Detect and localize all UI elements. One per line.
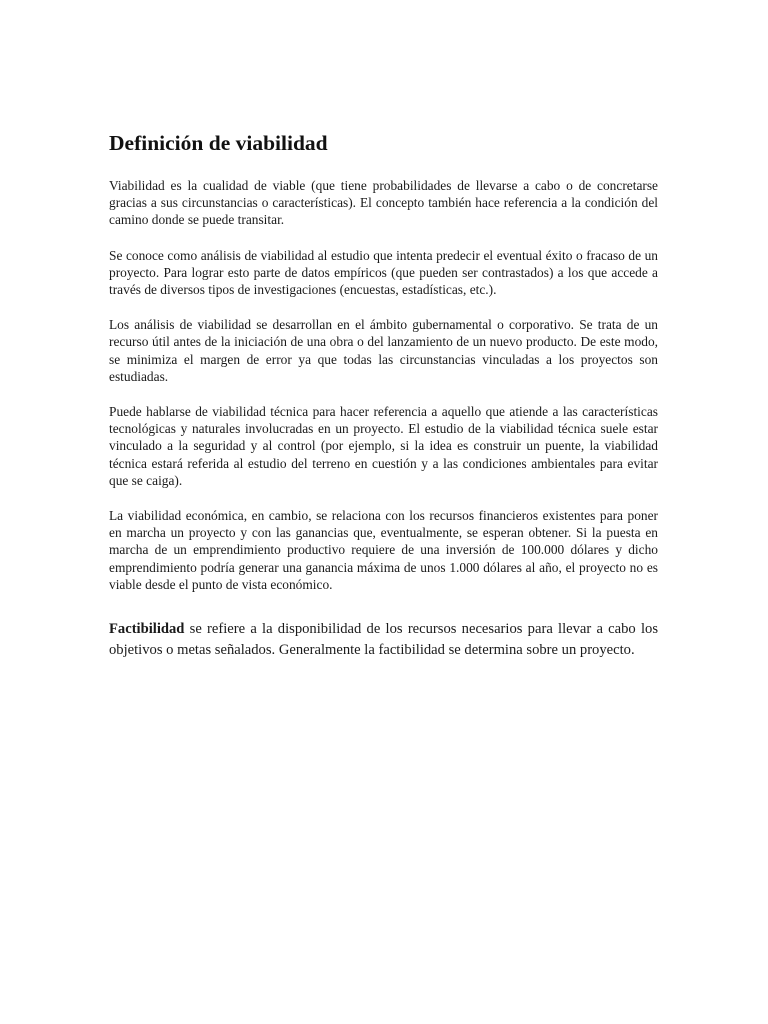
document-body	[109, 130, 658, 678]
paragraph-technical: Puede hablarse de viabilidad técnica para hacer referencia a aquello que atiende a las características tecnológicas y naturales involucradas en un proyecto. El estudio de la viabilidad técnica suele estar vinculado a la seguridad y al control (por ejemplo, si la idea es construir un puente, la viabilidad técnica estará referida al estudio del terreno en cuestión y a las condiciones ambientales para evitar que se caiga).	[109, 404, 658, 488]
paragraph-factibilidad	[109, 619, 658, 660]
paragraph-scope: Los análisis de viabilidad se desarrollan en el ámbito gubernamental o corporativo. Se trata de un recurso útil antes de la iniciación de una obra o del lanzamiento de un nuevo producto. De este modo, se minimiza el margen de error ya que todas las circunstancias vinculadas a los proyectos son estudiadas.	[109, 317, 658, 384]
paragraph-economic: La viabilidad económica, en cambio, se relaciona con los recursos financieros existentes para poner en marcha un proyecto y con las ganancias que, eventualmente, se esperan obtener. Si la puesta en marcha de un emprendimiento productivo requiere de una inversión de 100.000 dólares y dicho emprendimiento podría generar una ganancia máxima de unos 1.000 dólares al año, el proyecto no es viable desde el punto de vista económico.	[109, 508, 658, 592]
document-title: Definición de viabilidad	[109, 131, 328, 155]
factibilidad-text: se refiere a la disponibilidad de los recursos necesarios para llevar a cabo los objetivos o metas señalados. Generalmente la factibilidad se determina sobre un proyecto.	[109, 621, 658, 658]
paragraph-analysis: Se conoce como análisis de viabilidad al estudio que intenta predecir el eventual éxito o fracaso de un proyecto. Para lograr esto parte de datos empíricos (que pueden ser contrastados) a los que accede a través de diversos tipos de investigaciones (encuestas, estadísticas, etc.).	[109, 247, 658, 298]
paragraph-definition: Viabilidad es la cualidad de viable (que tiene probabilidades de llevarse a cabo o de concretarse gracias a sus circunstancias o características). El concepto también hace referencia a la condición del camino donde se puede transitar.	[109, 178, 658, 228]
factibilidad-term: Factibilidad	[109, 621, 185, 638]
